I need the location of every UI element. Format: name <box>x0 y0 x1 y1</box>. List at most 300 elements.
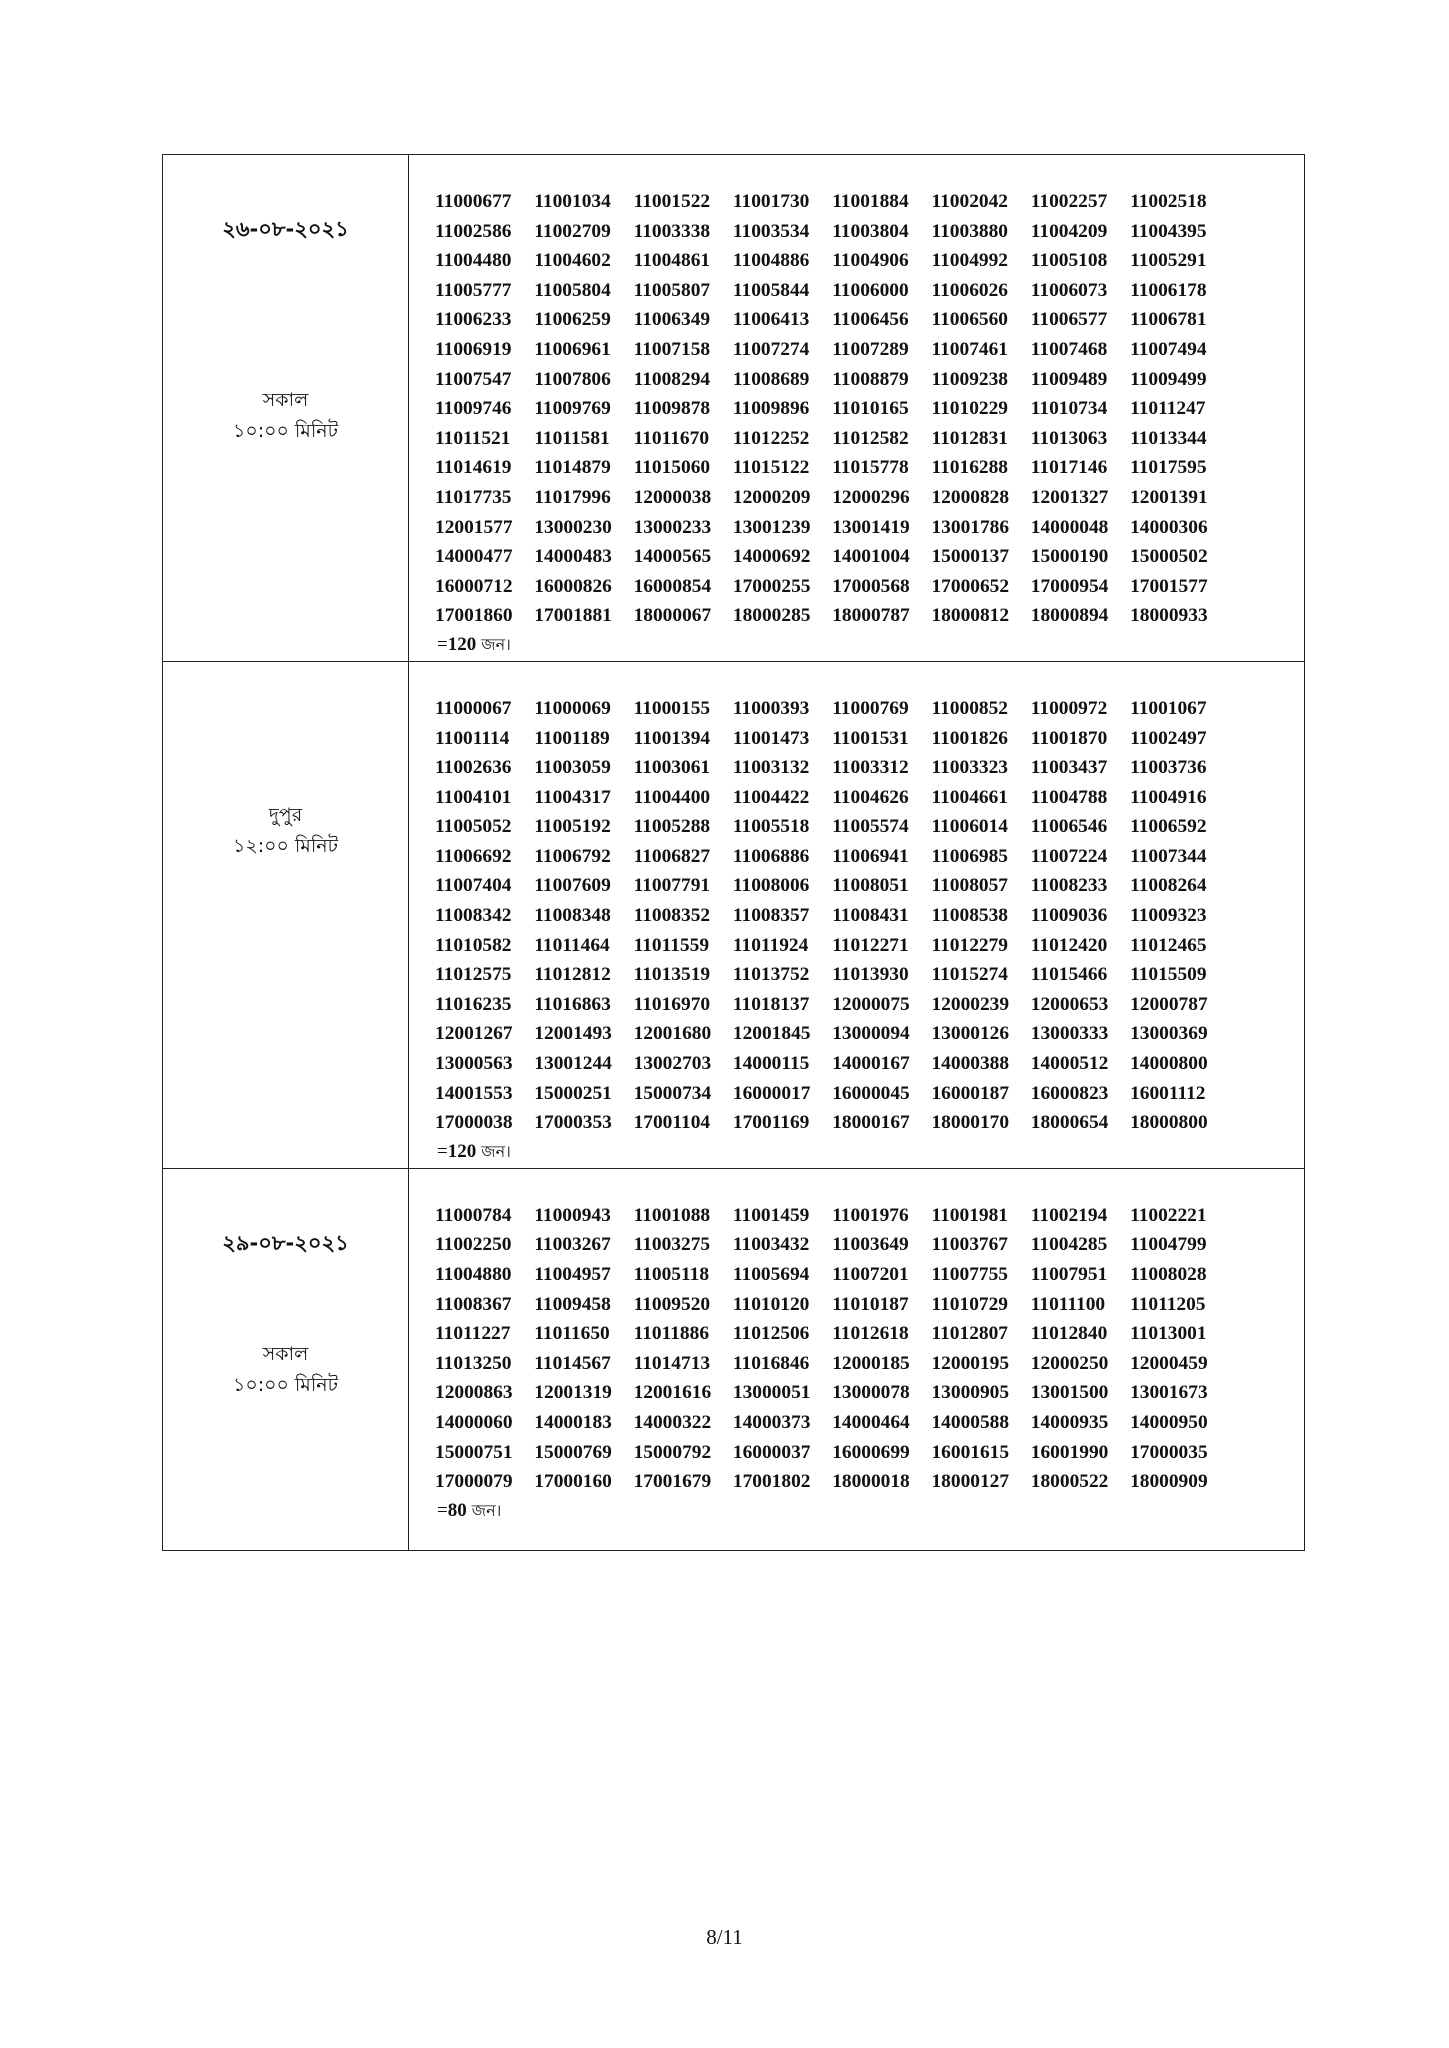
roll-number: 11005288 <box>633 816 711 838</box>
roll-number: 11012420 <box>1030 934 1108 956</box>
roll-number: 11007547 <box>435 368 512 390</box>
total-number: 80 <box>447 1499 467 1521</box>
roll-number: 11006178 <box>1130 279 1207 301</box>
roll-number: 11005844 <box>732 279 810 301</box>
roll-number: 11006413 <box>732 309 810 331</box>
roll-number: 11010120 <box>732 1293 810 1315</box>
roll-number: 18000894 <box>1030 605 1109 627</box>
roll-number: 11015274 <box>931 964 1008 986</box>
roll-number: 12000075 <box>832 993 910 1015</box>
roll-number: 11006985 <box>931 845 1008 867</box>
roll-number: 14000115 <box>732 1053 810 1075</box>
roll-number: 11006259 <box>534 309 611 331</box>
roll-number: 11010229 <box>931 398 1008 420</box>
roll-number: 11004799 <box>1130 1234 1207 1256</box>
roll-number: 11009746 <box>435 398 512 420</box>
roll-number: 11003323 <box>931 757 1008 779</box>
roll-number: 11011247 <box>1130 398 1206 420</box>
roll-number: 11015778 <box>832 457 909 479</box>
roll-number: 12000038 <box>633 486 712 508</box>
roll-number: 11006233 <box>435 309 512 331</box>
roll-number: 11002518 <box>1130 191 1207 212</box>
roll-number: 15000502 <box>1130 546 1208 568</box>
roll-number: 12000459 <box>1130 1352 1208 1374</box>
roll-number: 18000812 <box>931 605 1010 627</box>
roll-row <box>435 1230 1304 1260</box>
roll-number: 14000477 <box>435 546 513 568</box>
roll-number: 11013344 <box>1130 427 1207 449</box>
total-count <box>435 631 1304 661</box>
roll-number: 11012465 <box>1130 934 1207 956</box>
roll-number: 16000699 <box>832 1441 910 1463</box>
roll-number: 14000935 <box>1030 1411 1109 1433</box>
roll-number: 11008233 <box>1030 875 1108 897</box>
roll-number: 11002497 <box>1130 727 1207 749</box>
roll-number: 11004861 <box>633 250 711 272</box>
roll-number: 11011581 <box>534 427 610 449</box>
roll-row <box>435 1349 1304 1379</box>
roll-number: 18000067 <box>633 605 712 627</box>
roll-number: 13000126 <box>931 1023 1010 1045</box>
roll-number: 11007494 <box>1130 338 1207 360</box>
roll-number: 11004422 <box>732 786 810 808</box>
roll-number: 13000233 <box>633 516 712 538</box>
total-unit: জন। <box>476 1141 511 1161</box>
roll-number: 11007158 <box>633 338 711 360</box>
roll-number: 11007224 <box>1030 845 1108 867</box>
roll-number: 13001786 <box>931 516 1010 538</box>
roll-number: 11003061 <box>633 757 711 779</box>
roll-number: 13001244 <box>534 1053 612 1075</box>
roll-row <box>435 246 1304 276</box>
roll-number: 11006886 <box>732 845 810 867</box>
roll-number: 11007468 <box>1030 338 1108 360</box>
roll-number: 11007461 <box>931 338 1008 360</box>
roll-number: 11001981 <box>931 1204 1008 1226</box>
exam-date: ২৬-০৮-২০২১ <box>222 217 349 241</box>
total-prefix: = <box>437 633 448 655</box>
roll-number: 11013519 <box>633 964 711 986</box>
roll-number: 11000784 <box>435 1204 512 1226</box>
roll-number: 11006000 <box>832 279 909 301</box>
total-prefix: = <box>437 1499 448 1521</box>
session-info-cell <box>163 1168 409 1550</box>
roll-row <box>435 305 1304 335</box>
roll-number: 11014879 <box>534 457 611 479</box>
total-count <box>435 1497 1304 1527</box>
roll-number: 11004101 <box>435 786 512 808</box>
roll-number: 15000792 <box>633 1441 712 1463</box>
roll-number: 12001267 <box>435 1023 513 1045</box>
roll-row <box>435 424 1304 454</box>
roll-number: 11004626 <box>832 786 909 808</box>
roll-number: 17001679 <box>633 1471 712 1493</box>
roll-number: 11006827 <box>633 845 711 867</box>
total-number: 120 <box>447 633 477 655</box>
roll-number: 11004916 <box>1130 786 1207 808</box>
roll-number: 15000734 <box>633 1082 712 1104</box>
roll-number: 13001673 <box>1130 1382 1208 1404</box>
roll-row <box>435 1290 1304 1320</box>
roll-number: 11001459 <box>732 1204 810 1226</box>
roll-number: 11015466 <box>1030 964 1108 986</box>
roll-number: 11007791 <box>633 875 711 897</box>
roll-row <box>435 931 1304 961</box>
roll-number: 18000800 <box>1130 1112 1208 1134</box>
roll-row <box>435 572 1304 602</box>
roll-number: 11004906 <box>832 250 909 272</box>
roll-number: 11004285 <box>1030 1234 1108 1256</box>
roll-number: 11008689 <box>732 368 810 390</box>
roll-number: 11011464 <box>534 934 610 956</box>
roll-number: 11012279 <box>931 934 1008 956</box>
roll-number: 11004992 <box>931 250 1008 272</box>
roll-number: 13000051 <box>732 1382 811 1404</box>
roll-number: 16000045 <box>832 1082 910 1104</box>
roll-number: 11003437 <box>1030 757 1108 779</box>
roll-row <box>435 394 1304 424</box>
roll-number: 12000653 <box>1030 993 1109 1015</box>
roll-number: 11005108 <box>1030 250 1108 272</box>
roll-row <box>435 724 1304 754</box>
roll-number: 11011670 <box>633 427 710 449</box>
roll-number: 11000393 <box>732 697 810 719</box>
roll-number: 11002042 <box>931 191 1008 212</box>
roll-number: 11004317 <box>534 786 611 808</box>
roll-row <box>435 960 1304 990</box>
roll-number: 14000512 <box>1030 1053 1109 1075</box>
roll-number: 12001577 <box>435 516 513 538</box>
roll-number: 11007404 <box>435 875 512 897</box>
roll-number: 11008348 <box>534 905 611 927</box>
roll-number: 15000769 <box>534 1441 612 1463</box>
roll-number: 17000353 <box>534 1112 612 1134</box>
roll-number: 15000751 <box>435 1441 513 1463</box>
roll-number: 11005777 <box>435 279 512 301</box>
roll-row <box>435 1201 1304 1231</box>
roll-number: 11002709 <box>534 220 611 242</box>
roll-number: 11006577 <box>1030 309 1108 331</box>
roll-row <box>435 1108 1304 1138</box>
roll-number: 11007755 <box>931 1264 1008 1285</box>
roll-number: 16000823 <box>1030 1082 1109 1104</box>
roll-row <box>435 365 1304 395</box>
roll-number: 13000563 <box>435 1053 513 1075</box>
roll-number: 11011559 <box>633 934 710 956</box>
roll-row <box>435 1378 1304 1408</box>
exam-schedule-table <box>162 154 1305 1551</box>
roll-number: 18000170 <box>931 1112 1010 1134</box>
roll-number: 11001884 <box>832 191 909 212</box>
roll-number: 11002250 <box>435 1234 512 1256</box>
roll-number: 11012812 <box>534 964 611 986</box>
roll-number: 11003059 <box>534 757 611 779</box>
roll-row <box>435 1438 1304 1468</box>
roll-number: 17000954 <box>1030 575 1109 597</box>
roll-row <box>435 812 1304 842</box>
roll-row <box>435 753 1304 783</box>
roll-number: 11007274 <box>732 338 810 360</box>
roll-row <box>435 1079 1304 1109</box>
roll-number: 11009238 <box>931 368 1008 390</box>
roll-number: 11008342 <box>435 905 512 927</box>
roll-number: 11009499 <box>1130 368 1207 390</box>
roll-number: 11009878 <box>633 398 711 420</box>
roll-number: 16000826 <box>534 575 612 597</box>
roll-number: 11008057 <box>931 875 1008 897</box>
roll-number: 11004480 <box>435 250 512 272</box>
roll-number: 18000018 <box>832 1471 910 1493</box>
roll-list-cell <box>409 1168 1305 1550</box>
roll-row <box>435 694 1304 724</box>
session-time: ১০:০০ মিনিট <box>233 420 338 442</box>
roll-row <box>435 187 1304 217</box>
roll-number: 14000167 <box>832 1053 910 1075</box>
roll-number: 11006546 <box>1030 816 1108 838</box>
roll-row <box>435 1319 1304 1349</box>
session-info-cell <box>163 155 409 662</box>
roll-number: 13000333 <box>1030 1023 1109 1045</box>
roll-number: 11007609 <box>534 875 611 897</box>
roll-number: 14000183 <box>534 1411 612 1433</box>
roll-number: 11002257 <box>1030 191 1108 212</box>
schedule-row <box>163 1168 1305 1550</box>
roll-row <box>435 901 1304 931</box>
roll-number: 12000863 <box>435 1382 513 1404</box>
roll-number: 11000067 <box>435 697 512 719</box>
roll-number: 11005192 <box>534 816 611 838</box>
roll-number: 14001004 <box>832 546 910 568</box>
session-name: সকাল <box>262 1342 309 1365</box>
roll-number: 11007289 <box>832 338 909 360</box>
roll-number: 11011100 <box>1030 1293 1106 1315</box>
roll-number: 11016970 <box>633 993 711 1015</box>
roll-number: 16001615 <box>931 1441 1010 1463</box>
roll-row <box>435 542 1304 572</box>
session-info-cell <box>163 661 409 1168</box>
roll-number: 12001327 <box>1030 486 1109 508</box>
total-unit: জন। <box>466 1500 502 1520</box>
session-name: সকাল <box>262 389 309 411</box>
roll-number: 11006014 <box>931 816 1008 838</box>
roll-number: 18000522 <box>1030 1471 1109 1493</box>
roll-number: 13000230 <box>534 516 612 538</box>
roll-row <box>435 990 1304 1020</box>
roll-number: 11017996 <box>534 486 611 508</box>
roll-row <box>435 335 1304 365</box>
roll-number: 15000190 <box>1030 546 1109 568</box>
roll-number: 14000373 <box>732 1411 811 1433</box>
roll-number: 11006919 <box>435 338 512 360</box>
roll-number: 11007201 <box>832 1264 909 1285</box>
roll-number: 11001394 <box>633 727 711 749</box>
roll-number: 11011205 <box>1130 1293 1206 1315</box>
roll-number: 17001860 <box>435 605 513 627</box>
roll-number: 16000187 <box>931 1082 1010 1104</box>
roll-number: 11003267 <box>534 1234 611 1256</box>
total-unit: জন। <box>476 634 511 654</box>
roll-number: 17000568 <box>832 575 910 597</box>
roll-number: 11007344 <box>1130 845 1207 867</box>
roll-number: 17001577 <box>1130 575 1208 597</box>
roll-number: 14000388 <box>931 1053 1010 1075</box>
roll-number: 18000654 <box>1030 1112 1109 1134</box>
roll-number: 17000160 <box>534 1471 612 1493</box>
roll-number: 12000239 <box>931 993 1010 1015</box>
roll-number: 11004602 <box>534 250 611 272</box>
roll-number: 14000588 <box>931 1411 1010 1433</box>
roll-number: 11004661 <box>931 786 1008 808</box>
session-info <box>163 1339 408 1401</box>
roll-number: 11012506 <box>732 1323 810 1345</box>
roll-number: 13000369 <box>1130 1023 1208 1045</box>
roll-number: 15000137 <box>931 546 1010 568</box>
roll-number: 11003649 <box>832 1234 909 1256</box>
roll-number: 11004957 <box>534 1264 611 1285</box>
roll-number: 14000464 <box>832 1411 910 1433</box>
roll-row <box>435 483 1304 513</box>
roll-number: 17000035 <box>1130 1441 1208 1463</box>
roll-number: 11013063 <box>1030 427 1108 449</box>
roll-number: 18000285 <box>732 605 811 627</box>
roll-number: 14000483 <box>534 546 612 568</box>
roll-number: 17001802 <box>732 1471 811 1493</box>
roll-number: 11008352 <box>633 905 711 927</box>
schedule-row <box>163 661 1305 1168</box>
roll-number: 11012618 <box>832 1323 909 1345</box>
roll-number: 11014713 <box>633 1352 711 1374</box>
roll-number: 11011227 <box>435 1323 511 1345</box>
total-prefix: = <box>437 1140 448 1162</box>
roll-number: 11001114 <box>435 727 510 749</box>
roll-number: 14000322 <box>633 1411 712 1433</box>
roll-number: 11006781 <box>1130 309 1207 331</box>
roll-number: 18000127 <box>931 1471 1010 1493</box>
roll-number: 11008294 <box>633 368 711 390</box>
roll-number: 11006073 <box>1030 279 1108 301</box>
roll-number: 11001870 <box>1030 727 1108 749</box>
roll-number: 18000909 <box>1130 1471 1208 1493</box>
roll-number: 12001493 <box>534 1023 612 1045</box>
roll-number: 11018137 <box>732 993 810 1015</box>
roll-list <box>435 187 1304 631</box>
roll-number: 11000769 <box>832 697 909 719</box>
roll-row <box>435 1019 1304 1049</box>
roll-number: 11016846 <box>732 1352 810 1374</box>
roll-number: 12000195 <box>931 1352 1010 1374</box>
roll-number: 16000017 <box>732 1082 811 1104</box>
roll-row <box>435 783 1304 813</box>
roll-number: 15000251 <box>534 1082 612 1104</box>
roll-number: 11008879 <box>832 368 909 390</box>
roll-number: 11006560 <box>931 309 1008 331</box>
roll-number: 12001319 <box>534 1382 612 1404</box>
roll-number: 11006592 <box>1130 816 1207 838</box>
roll-number: 13000905 <box>931 1382 1010 1404</box>
roll-number: 17001881 <box>534 605 612 627</box>
roll-number: 17000652 <box>931 575 1010 597</box>
roll-number: 11005118 <box>633 1264 710 1285</box>
roll-number: 11000069 <box>534 697 611 719</box>
roll-number: 11017735 <box>435 486 512 508</box>
roll-number: 11005574 <box>832 816 909 838</box>
roll-number: 11015060 <box>633 457 711 479</box>
roll-number: 11009489 <box>1030 368 1108 390</box>
roll-number: 11003132 <box>732 757 810 779</box>
roll-number: 11006941 <box>832 845 909 867</box>
roll-number: 11016235 <box>435 993 512 1015</box>
roll-number: 17000079 <box>435 1471 513 1493</box>
session-info <box>163 385 408 447</box>
roll-number: 11003534 <box>732 220 810 242</box>
roll-row <box>435 842 1304 872</box>
roll-number: 11000943 <box>534 1204 611 1226</box>
roll-number: 11003312 <box>832 757 909 779</box>
roll-number: 11004880 <box>435 1264 512 1285</box>
roll-row <box>435 217 1304 247</box>
roll-number: 12000250 <box>1030 1352 1109 1374</box>
roll-number: 11012575 <box>435 964 512 986</box>
roll-number: 11006349 <box>633 309 711 331</box>
roll-number: 16000712 <box>435 575 513 597</box>
roll-number: 11013250 <box>435 1352 512 1374</box>
roll-number: 11004886 <box>732 250 810 272</box>
roll-number: 11000972 <box>1030 697 1108 719</box>
roll-number: 11001522 <box>633 191 711 212</box>
roll-number: 11003275 <box>633 1234 711 1256</box>
roll-number: 11009520 <box>633 1293 711 1315</box>
roll-number: 14000692 <box>732 546 811 568</box>
roll-number: 11002586 <box>435 220 512 242</box>
roll-number: 11009896 <box>732 398 810 420</box>
roll-number: 11005804 <box>534 279 611 301</box>
roll-number: 11009458 <box>534 1293 611 1315</box>
roll-number: 11010165 <box>832 398 909 420</box>
roll-number: 11008357 <box>732 905 810 927</box>
roll-number: 17001169 <box>732 1112 810 1134</box>
roll-number: 11017595 <box>1130 457 1207 479</box>
roll-number: 13002703 <box>633 1053 712 1075</box>
roll-number: 11014567 <box>534 1352 611 1374</box>
roll-number: 11000677 <box>435 191 512 212</box>
roll-number: 11008028 <box>1130 1264 1207 1285</box>
roll-row <box>435 871 1304 901</box>
roll-number: 11001088 <box>633 1204 711 1226</box>
roll-number: 12000185 <box>832 1352 910 1374</box>
roll-number: 11015122 <box>732 457 810 479</box>
roll-number: 13001239 <box>732 516 811 538</box>
schedule-row <box>163 155 1305 662</box>
roll-number: 11008006 <box>732 875 810 897</box>
roll-number: 13001419 <box>832 516 910 538</box>
roll-number: 11014619 <box>435 457 512 479</box>
roll-number: 14000565 <box>633 546 712 568</box>
roll-number: 11003804 <box>832 220 909 242</box>
total-number: 120 <box>447 1140 477 1162</box>
roll-number: 11005291 <box>1130 250 1207 272</box>
roll-number: 11013001 <box>1130 1323 1207 1345</box>
roll-number: 11007806 <box>534 368 611 390</box>
roll-number: 11013752 <box>732 964 810 986</box>
roll-number: 11009036 <box>1030 905 1108 927</box>
roll-number: 16001112 <box>1130 1082 1206 1104</box>
roll-number: 14000950 <box>1130 1411 1208 1433</box>
roll-number: 11001730 <box>732 191 810 212</box>
roll-number: 11001826 <box>931 727 1008 749</box>
roll-number: 11011924 <box>732 934 809 956</box>
roll-number: 11010187 <box>832 1293 909 1315</box>
roll-row <box>435 453 1304 483</box>
